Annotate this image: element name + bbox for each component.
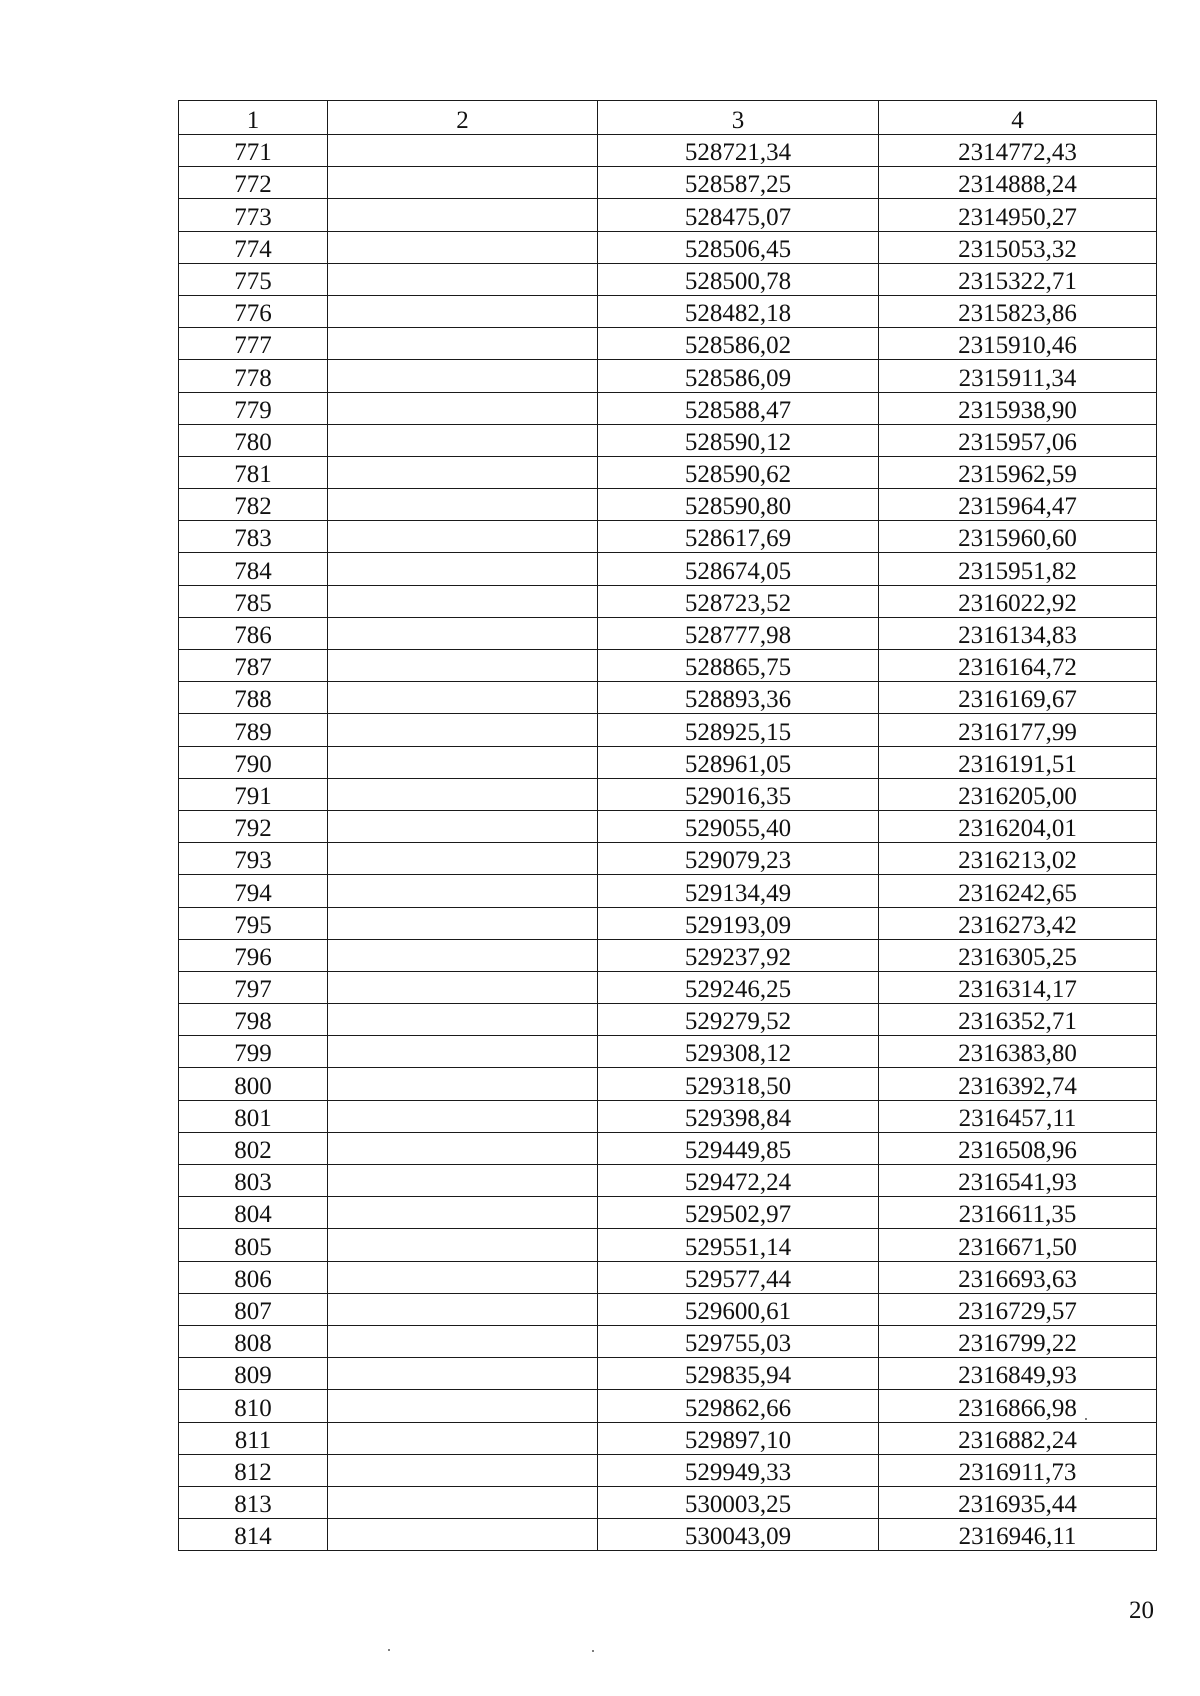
table-row xyxy=(179,907,1157,939)
point-number-cell: 810 xyxy=(179,1390,328,1422)
point-number-cell: 777 xyxy=(179,328,328,360)
description-cell xyxy=(328,1325,598,1357)
x-coordinate-cell: 529318,50 xyxy=(598,1068,879,1100)
description-cell xyxy=(328,167,598,199)
point-number-cell: 799 xyxy=(179,1036,328,1068)
table-row xyxy=(179,167,1157,199)
description-cell xyxy=(328,1068,598,1100)
description-cell xyxy=(328,1229,598,1261)
description-cell xyxy=(328,971,598,1003)
y-coordinate-cell: 2316946,11 xyxy=(879,1519,1157,1551)
table-row xyxy=(179,360,1157,392)
table-row xyxy=(179,1165,1157,1197)
point-number-cell: 772 xyxy=(179,167,328,199)
table-row xyxy=(179,1486,1157,1518)
y-coordinate-cell: 2315960,60 xyxy=(879,521,1157,553)
scan-speck xyxy=(592,1650,594,1652)
y-coordinate-cell: 2315962,59 xyxy=(879,456,1157,488)
x-coordinate-cell: 528617,69 xyxy=(598,521,879,553)
point-number-cell: 794 xyxy=(179,875,328,907)
point-number-cell: 787 xyxy=(179,650,328,682)
x-coordinate-cell: 529577,44 xyxy=(598,1261,879,1293)
y-coordinate-cell: 2316205,00 xyxy=(879,778,1157,810)
x-coordinate-cell: 528506,45 xyxy=(598,231,879,263)
y-coordinate-cell: 2316457,11 xyxy=(879,1100,1157,1132)
y-coordinate-cell: 2314888,24 xyxy=(879,167,1157,199)
table-row xyxy=(179,746,1157,778)
y-coordinate-cell: 2316305,25 xyxy=(879,939,1157,971)
x-coordinate-cell: 529449,85 xyxy=(598,1132,879,1164)
point-number-cell: 792 xyxy=(179,810,328,842)
table-row xyxy=(179,1454,1157,1486)
point-number-cell: 791 xyxy=(179,778,328,810)
y-coordinate-cell: 2316213,02 xyxy=(879,843,1157,875)
page-number: 20 xyxy=(1129,1597,1154,1624)
x-coordinate-cell: 528587,25 xyxy=(598,167,879,199)
y-coordinate-cell: 2314772,43 xyxy=(879,135,1157,167)
point-number-cell: 776 xyxy=(179,295,328,327)
x-coordinate-cell: 528590,62 xyxy=(598,456,879,488)
point-number-cell: 780 xyxy=(179,424,328,456)
point-number-cell: 778 xyxy=(179,360,328,392)
point-number-cell: 811 xyxy=(179,1422,328,1454)
table-row xyxy=(179,489,1157,521)
x-coordinate-cell: 528586,02 xyxy=(598,328,879,360)
point-number-cell: 806 xyxy=(179,1261,328,1293)
description-cell xyxy=(328,1486,598,1518)
y-coordinate-cell: 2316314,17 xyxy=(879,971,1157,1003)
point-number-cell: 788 xyxy=(179,682,328,714)
y-coordinate-cell: 2316882,24 xyxy=(879,1422,1157,1454)
table-row xyxy=(179,1293,1157,1325)
x-coordinate-cell: 530003,25 xyxy=(598,1486,879,1518)
table-row xyxy=(179,939,1157,971)
x-coordinate-cell: 528961,05 xyxy=(598,746,879,778)
point-number-cell: 809 xyxy=(179,1358,328,1390)
x-coordinate-cell: 528590,80 xyxy=(598,489,879,521)
x-coordinate-cell: 529551,14 xyxy=(598,1229,879,1261)
x-coordinate-cell: 529897,10 xyxy=(598,1422,879,1454)
description-cell xyxy=(328,617,598,649)
table-row xyxy=(179,1229,1157,1261)
description-cell xyxy=(328,392,598,424)
description-cell xyxy=(328,360,598,392)
point-number-cell: 812 xyxy=(179,1454,328,1486)
point-number-cell: 786 xyxy=(179,617,328,649)
scan-speck xyxy=(1085,1418,1087,1420)
point-number-cell: 803 xyxy=(179,1165,328,1197)
x-coordinate-cell: 528674,05 xyxy=(598,553,879,585)
table-row xyxy=(179,1390,1157,1422)
description-cell xyxy=(328,875,598,907)
coordinates-table xyxy=(178,100,1157,1551)
point-number-cell: 793 xyxy=(179,843,328,875)
table-row xyxy=(179,521,1157,553)
point-number-cell: 795 xyxy=(179,907,328,939)
y-coordinate-cell: 2316611,35 xyxy=(879,1197,1157,1229)
header-cell-3: 3 xyxy=(598,101,879,135)
table-row xyxy=(179,295,1157,327)
point-number-cell: 790 xyxy=(179,746,328,778)
point-number-cell: 813 xyxy=(179,1486,328,1518)
x-coordinate-cell: 529862,66 xyxy=(598,1390,879,1422)
x-coordinate-cell: 529398,84 xyxy=(598,1100,879,1132)
x-coordinate-cell: 529016,35 xyxy=(598,778,879,810)
table-header xyxy=(179,101,1157,135)
point-number-cell: 807 xyxy=(179,1293,328,1325)
y-coordinate-cell: 2316169,67 xyxy=(879,682,1157,714)
description-cell xyxy=(328,585,598,617)
description-cell xyxy=(328,1358,598,1390)
y-coordinate-cell: 2316671,50 xyxy=(879,1229,1157,1261)
description-cell xyxy=(328,843,598,875)
x-coordinate-cell: 529079,23 xyxy=(598,843,879,875)
y-coordinate-cell: 2316134,83 xyxy=(879,617,1157,649)
x-coordinate-cell: 529472,24 xyxy=(598,1165,879,1197)
description-cell xyxy=(328,424,598,456)
header-row xyxy=(179,101,1157,135)
y-coordinate-cell: 2316392,74 xyxy=(879,1068,1157,1100)
y-coordinate-cell: 2316177,99 xyxy=(879,714,1157,746)
table-row xyxy=(179,231,1157,263)
y-coordinate-cell: 2316508,96 xyxy=(879,1132,1157,1164)
table-row xyxy=(179,682,1157,714)
table-row xyxy=(179,617,1157,649)
table-row xyxy=(179,1036,1157,1068)
x-coordinate-cell: 529502,97 xyxy=(598,1197,879,1229)
description-cell xyxy=(328,231,598,263)
table-row xyxy=(179,875,1157,907)
description-cell xyxy=(328,199,598,231)
description-cell xyxy=(328,553,598,585)
x-coordinate-cell: 528893,36 xyxy=(598,682,879,714)
header-cell-1: 1 xyxy=(179,101,328,135)
x-coordinate-cell: 528777,98 xyxy=(598,617,879,649)
y-coordinate-cell: 2316273,42 xyxy=(879,907,1157,939)
point-number-cell: 802 xyxy=(179,1132,328,1164)
header-cell-2: 2 xyxy=(328,101,598,135)
table-row xyxy=(179,199,1157,231)
x-coordinate-cell: 528925,15 xyxy=(598,714,879,746)
description-cell xyxy=(328,1100,598,1132)
description-cell xyxy=(328,1519,598,1551)
description-cell xyxy=(328,907,598,939)
description-cell xyxy=(328,328,598,360)
x-coordinate-cell: 529134,49 xyxy=(598,875,879,907)
table-row xyxy=(179,1004,1157,1036)
description-cell xyxy=(328,1036,598,1068)
point-number-cell: 785 xyxy=(179,585,328,617)
table-row xyxy=(179,263,1157,295)
x-coordinate-cell: 529055,40 xyxy=(598,810,879,842)
x-coordinate-cell: 529949,33 xyxy=(598,1454,879,1486)
x-coordinate-cell: 528586,09 xyxy=(598,360,879,392)
x-coordinate-cell: 528588,47 xyxy=(598,392,879,424)
x-coordinate-cell: 528475,07 xyxy=(598,199,879,231)
table-row xyxy=(179,1422,1157,1454)
description-cell xyxy=(328,714,598,746)
table-row xyxy=(179,135,1157,167)
table-row xyxy=(179,1325,1157,1357)
table-row xyxy=(179,1132,1157,1164)
x-coordinate-cell: 528590,12 xyxy=(598,424,879,456)
y-coordinate-cell: 2316541,93 xyxy=(879,1165,1157,1197)
x-coordinate-cell: 528723,52 xyxy=(598,585,879,617)
y-coordinate-cell: 2316164,72 xyxy=(879,650,1157,682)
description-cell xyxy=(328,1454,598,1486)
y-coordinate-cell: 2314950,27 xyxy=(879,199,1157,231)
x-coordinate-cell: 529600,61 xyxy=(598,1293,879,1325)
table-row xyxy=(179,1068,1157,1100)
y-coordinate-cell: 2315823,86 xyxy=(879,295,1157,327)
point-number-cell: 800 xyxy=(179,1068,328,1100)
description-cell xyxy=(328,1004,598,1036)
y-coordinate-cell: 2315938,90 xyxy=(879,392,1157,424)
description-cell xyxy=(328,1165,598,1197)
table-row xyxy=(179,1358,1157,1390)
description-cell xyxy=(328,650,598,682)
description-cell xyxy=(328,810,598,842)
y-coordinate-cell: 2315951,82 xyxy=(879,553,1157,585)
point-number-cell: 796 xyxy=(179,939,328,971)
header-cell-4: 4 xyxy=(879,101,1157,135)
description-cell xyxy=(328,682,598,714)
y-coordinate-cell: 2315911,34 xyxy=(879,360,1157,392)
description-cell xyxy=(328,746,598,778)
description-cell xyxy=(328,489,598,521)
x-coordinate-cell: 529835,94 xyxy=(598,1358,879,1390)
y-coordinate-cell: 2316729,57 xyxy=(879,1293,1157,1325)
table-row xyxy=(179,585,1157,617)
x-coordinate-cell: 529308,12 xyxy=(598,1036,879,1068)
point-number-cell: 789 xyxy=(179,714,328,746)
description-cell xyxy=(328,1197,598,1229)
description-cell xyxy=(328,939,598,971)
x-coordinate-cell: 529237,92 xyxy=(598,939,879,971)
table-body xyxy=(179,135,1157,1551)
point-number-cell: 797 xyxy=(179,971,328,1003)
scan-speck xyxy=(388,1649,390,1651)
table-row xyxy=(179,810,1157,842)
table-row xyxy=(179,1100,1157,1132)
y-coordinate-cell: 2315964,47 xyxy=(879,489,1157,521)
point-number-cell: 798 xyxy=(179,1004,328,1036)
description-cell xyxy=(328,263,598,295)
point-number-cell: 814 xyxy=(179,1519,328,1551)
table-row xyxy=(179,424,1157,456)
description-cell xyxy=(328,1293,598,1325)
y-coordinate-cell: 2316022,92 xyxy=(879,585,1157,617)
point-number-cell: 779 xyxy=(179,392,328,424)
description-cell xyxy=(328,1422,598,1454)
description-cell xyxy=(328,135,598,167)
y-coordinate-cell: 2316191,51 xyxy=(879,746,1157,778)
y-coordinate-cell: 2316383,80 xyxy=(879,1036,1157,1068)
y-coordinate-cell: 2316935,44 xyxy=(879,1486,1157,1518)
y-coordinate-cell: 2316911,73 xyxy=(879,1454,1157,1486)
y-coordinate-cell: 2316866,98 xyxy=(879,1390,1157,1422)
point-number-cell: 774 xyxy=(179,231,328,263)
table-row xyxy=(179,714,1157,746)
table-row xyxy=(179,843,1157,875)
point-number-cell: 775 xyxy=(179,263,328,295)
y-coordinate-cell: 2315322,71 xyxy=(879,263,1157,295)
table-row xyxy=(179,1261,1157,1293)
x-coordinate-cell: 529246,25 xyxy=(598,971,879,1003)
table-row xyxy=(179,456,1157,488)
x-coordinate-cell: 528482,18 xyxy=(598,295,879,327)
table-row xyxy=(179,392,1157,424)
x-coordinate-cell: 529279,52 xyxy=(598,1004,879,1036)
point-number-cell: 782 xyxy=(179,489,328,521)
description-cell xyxy=(328,456,598,488)
point-number-cell: 773 xyxy=(179,199,328,231)
x-coordinate-cell: 529193,09 xyxy=(598,907,879,939)
y-coordinate-cell: 2316799,22 xyxy=(879,1325,1157,1357)
table-row xyxy=(179,328,1157,360)
description-cell xyxy=(328,1132,598,1164)
point-number-cell: 805 xyxy=(179,1229,328,1261)
point-number-cell: 808 xyxy=(179,1325,328,1357)
point-number-cell: 784 xyxy=(179,553,328,585)
y-coordinate-cell: 2316204,01 xyxy=(879,810,1157,842)
point-number-cell: 783 xyxy=(179,521,328,553)
y-coordinate-cell: 2316242,65 xyxy=(879,875,1157,907)
table-row xyxy=(179,971,1157,1003)
description-cell xyxy=(328,1390,598,1422)
x-coordinate-cell: 528500,78 xyxy=(598,263,879,295)
table-row xyxy=(179,650,1157,682)
y-coordinate-cell: 2315910,46 xyxy=(879,328,1157,360)
y-coordinate-cell: 2316693,63 xyxy=(879,1261,1157,1293)
description-cell xyxy=(328,521,598,553)
table-row xyxy=(179,1197,1157,1229)
point-number-cell: 771 xyxy=(179,135,328,167)
x-coordinate-cell: 529755,03 xyxy=(598,1325,879,1357)
y-coordinate-cell: 2316352,71 xyxy=(879,1004,1157,1036)
point-number-cell: 801 xyxy=(179,1100,328,1132)
x-coordinate-cell: 528721,34 xyxy=(598,135,879,167)
y-coordinate-cell: 2316849,93 xyxy=(879,1358,1157,1390)
description-cell xyxy=(328,1261,598,1293)
table-row xyxy=(179,553,1157,585)
y-coordinate-cell: 2315053,32 xyxy=(879,231,1157,263)
x-coordinate-cell: 528865,75 xyxy=(598,650,879,682)
point-number-cell: 781 xyxy=(179,456,328,488)
description-cell xyxy=(328,295,598,327)
point-number-cell: 804 xyxy=(179,1197,328,1229)
table-row xyxy=(179,778,1157,810)
table-row xyxy=(179,1519,1157,1551)
x-coordinate-cell: 530043,09 xyxy=(598,1519,879,1551)
y-coordinate-cell: 2315957,06 xyxy=(879,424,1157,456)
description-cell xyxy=(328,778,598,810)
